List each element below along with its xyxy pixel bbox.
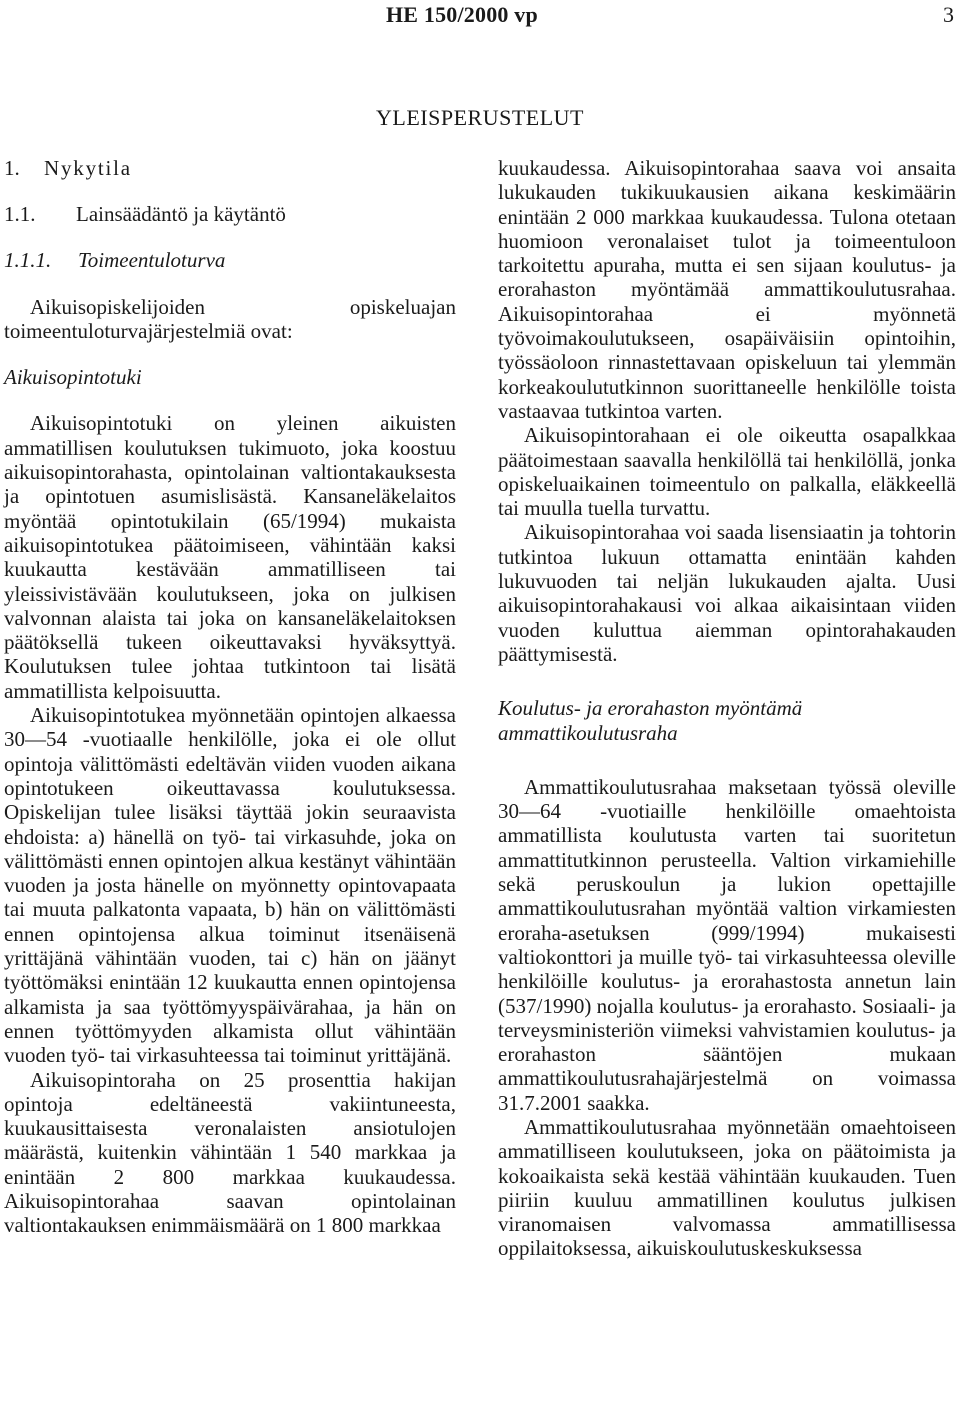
body-paragraph: Ammattikoulutusrahaa myönnetään omaehtoiseen ammatilliseen koulutukseen, joka on päätoimista ja kokoaikaista sekä kestää vähintään kuukauden. Tuen piiriin kuuluu ammatillinen koulutus julkisen viranomaisen valvomassa ammatillisessa oppilaitoksessa, aikuiskoulutuskeskuksessa — [498, 1114, 956, 1261]
heading-text: Nykytila — [44, 156, 132, 180]
body-paragraph: Aikuisopintotuki on yleinen aikuisten ammatillisen koulutuksen tukimuoto, joka koostuu aikuisopintorahasta, opintolainan valtiontakauksesta ja opintotuen asumislisästä. Kansaneläkelaitos myöntää opintotukilain (65/1994) mukaista aikuisopintotukea päätoimiseen, vähintään kaksi kuukautta kestävään ammatilliseen tai yleissivistävään koulutukseen, joka on julkisen valvonnan alaista tai joka on kansaneläkelaitoksen päätöksellä tukeen oikeuttavaksi hyväksyttyä. Koulutuksen tulee johtaa tutkintoon tai lisätä ammatillista kelpoisuutta. — [4, 411, 456, 703]
heading-number: 1.1. — [4, 202, 36, 226]
body-paragraph: Aikuisopintorahaa voi saada lisensiaatin ja tohtorin tutkintoa lukuun ottamatta enintään kahden lukuvuoden tai neljän lukukauden ajalta. Uusi aikuisopintorahakausi voi alkaa aikaisintaan viiden vuoden kuluttua aiemman opintorahakauden päättymisestä. — [498, 520, 956, 666]
running-header — [0, 0, 960, 40]
body-paragraph: Aikuisopintotukea myönnetään opintojen alkaessa 30—54 -vuotiaalle henkilölle, joka ei ole ollut opintoja välittömästi edeltävän viiden vuoden aikana opintotukeen oikeuttavassa koulutuksessa. Opiskelijan tulee lisäksi täyttää jokin seuraavista ehdoista: a) hänellä on työ- tai virkasuhde, joka on välittömästi ennen opintojen alkua kestänyt vähintään vuoden ja josta hänelle on myönnetty opintovapaata tai muuta palkatonta vapaata, b) hän on välittömästi ennen opintojensa alkua toiminut itsenäisenä yrittäjänä vähintään vuoden, tai c) hän on jäänyt työttömäksi enintään 12 kuukautta ennen opintojensa alkamista ja saa työttömyyspäivärahaa, ja hän on ennen työttömyyden alkamista ollut vähintään vuoden työ- tai virkasuhteessa tai toiminut yrittäjänä. — [4, 703, 456, 1068]
heading-level-2 — [4, 202, 456, 226]
body-paragraph: kuukaudessa. Aikuisopintorahaa saava voi ansaita lukukauden tukikuukausien aikana keskimäärin enintään 2 000 markkaa kuukaudessa. Tulona otetaan huomioon veronalaiset tulot ja toimeentuloon tarkoitettu apuraha, mutta ei sen sijaan koulutus- ja erorahaston myöntämää ammattikoulutusrahaa. Aikuisopintorahaa ei myönnetä työvoimakoulutukseen, osapäiväisiin opintoihin, työssäoloon rinnastettavaan opiskeluun tai ylemmän korkeakoulututkinnon suorittaneelle henkilölle toista vastaavaa tutkintoa varten. — [498, 156, 956, 423]
section-title: YLEISPERUSTELUT — [376, 105, 584, 130]
body-paragraph: Ammattikoulutusrahaa maksetaan työssä oleville 30—64 -vuotiaille henkilöille omaehtoista ammatillista koulutusta varten tai suoritetun ammattitutkinnon perusteella. Valtion virkamiehille sekä peruskoulun ja lukion opettajille ammattikoulutusrahan myöntää valtion virkamiesten eroraha-asetuksen (999/1994) mukaisesti valtiokonttori ja muille työ- tai virkasuhteessa oleville henkilöille koulutus- ja erorahastosta annetun lain (537/1990) nojalla koulutus- ja erorahasto. Sosiaali- ja terveysministeriön viimeksi vahvistamien koulutus- ja erorahaston sääntöjen mukaan ammattikoulutusrahajärjestelmä on voimassa 31.7.2001 saakka. — [498, 774, 956, 1115]
subheading-aikuisopintotuki: Aikuisopintotuki — [4, 365, 142, 390]
document-identifier: HE 150/2000 vp — [386, 2, 538, 27]
page-number: 3 — [943, 2, 954, 27]
heading-level-1 — [4, 156, 456, 180]
left-column — [4, 156, 456, 1238]
intro-paragraph: Aikuisopiskelijoiden opiskeluajan toimeentuloturvajärjestelmiä ovat: — [4, 294, 456, 343]
heading-number: 1.1.1. — [4, 248, 52, 273]
right-column — [498, 156, 956, 1261]
heading-text: Lainsäädäntö ja käytäntö — [76, 202, 286, 226]
heading-text: Toimeentuloturva — [78, 248, 226, 273]
body-paragraph: Aikuisopintorahaan ei ole oikeutta osapalkkaa päätoimestaan saavalla henkilöllä tai henkilöllä, jonka opiskeluaikainen toimeentulo on palkalla, eläkkeellä tai muulla tuella turvattu. — [498, 423, 956, 521]
heading-number: 1. — [4, 156, 20, 180]
body-paragraph: Aikuisopintoraha on 25 prosenttia hakijan opintoja edeltäneestä vakiintuneesta, kuukausittaisesta veronalaisten ansiotulojen määrästä, kuitenkin vähintään 1 540 markkaa ja enintään 2 800 markkaa kuukaudessa. Aikuisopintorahaa saavan opintolainan valtiontakauksen enimmäismäärä on 1 800 markkaa — [4, 1067, 456, 1238]
subheading-ammattikoulutusraha: Koulutus- ja erorahaston myöntämä ammattikoulutusraha — [498, 696, 803, 745]
heading-level-3 — [4, 248, 456, 272]
